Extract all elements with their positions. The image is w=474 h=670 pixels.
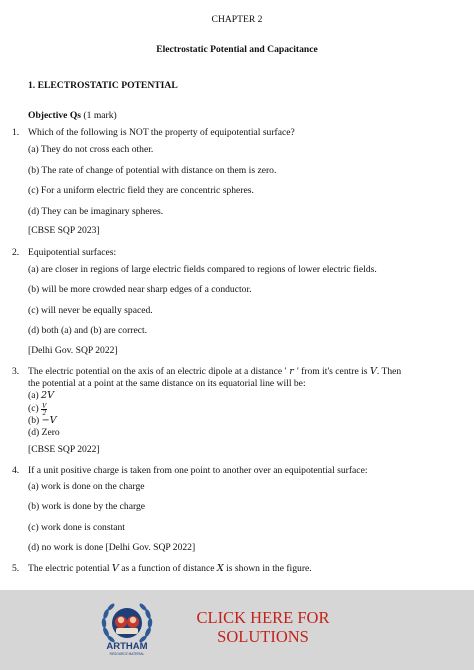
q4-number: 4. [12,465,20,476]
artham-logo[interactable] [96,598,158,662]
section-heading: 1. ELECTROSTATIC POTENTIAL [28,80,178,91]
q1-option-c: (c) For a uniform electric field they are concentric spheres. [28,185,254,196]
q2-source: [Delhi Gov. SQP 2022] [28,345,118,356]
q4-option-d: (d) no work is done [Delhi Gov. SQP 2022] [28,542,196,553]
q3-stem-text-b: ' from it's centre is [296,366,370,377]
q5-stem [28,563,312,574]
q3-stem-line1 [28,366,401,377]
solutions-banner[interactable] [0,590,474,670]
q3-option-b-label: (b) [28,415,42,426]
chapter-title: Electrostatic Potential and Capacitance [156,44,318,55]
q3-option-d: (d) Zero [28,427,60,438]
q3-option-a [28,390,54,401]
q3-source: [CBSE SQP 2022] [28,444,100,455]
objective-marks: (1 mark) [81,110,117,121]
q3-stem-line2: the potential at a point at the same distance on its equatorial line will be: [28,378,306,389]
q2-option-b: (b) will be more crowded near sharp edges of a conductor. [28,284,252,295]
q2-number: 2. [12,247,20,258]
q2-option-c: (c) will never be equally spaced. [28,305,153,316]
click-here-solutions-link[interactable] [188,608,338,646]
objective-label: Objective Qs [28,110,82,121]
q1-option-b: (b) The rate of change of potential with distance on them is zero. [28,165,277,176]
q1-number: 1. [12,127,20,138]
q1-option-d: (d) They can be imaginary spheres. [28,206,164,217]
objective-heading [28,110,117,121]
q3-fraction-numerator: V [42,402,47,410]
artham-brand-text: ARTHAM [106,641,148,652]
q3-option-b [28,415,57,426]
artham-logo-emblem [96,598,158,662]
q4-option-b: (b) work is done by the charge [28,501,146,512]
q3-option-c-label: (c) [28,403,42,414]
q5-number: 5. [12,563,20,574]
q3-stem-text-c: . Then [376,366,402,377]
q2-option-d: (d) both (a) and (b) are correct. [28,325,148,336]
q4-option-c: (c) work done is constant [28,522,125,533]
cta-line-1: CLICK HERE FOR [196,608,330,627]
cta-line-2: SOLUTIONS [217,627,309,646]
q5-stem-v: V [111,563,119,574]
q5-stem-x: X [216,563,224,574]
q1-option-a: (a) They do not cross each other. [28,144,154,155]
q1-stem: Which of the following is NOT the property of equipotential surface? [28,127,295,138]
q5-stem-text-c: is shown in the figure. [223,563,312,574]
q4-option-a: (a) work is done on the charge [28,481,145,492]
q2-stem: Equipotential surfaces: [28,247,117,258]
q5-stem-text-a: The electric potential [28,563,112,574]
chapter-label: CHAPTER 2 [211,14,263,25]
q3-option-a-label: (a) [28,390,42,401]
q3-number: 3. [12,366,20,377]
q3-fraction-denominator: 2 [42,409,46,417]
q3-stem-v: V [369,366,377,377]
q2-option-a: (a) are closer in regions of large electric fields compared to regions of lower electric fields. [28,264,377,275]
q4-stem: If a unit positive charge is taken from one point to another over an equipotential surface: [28,465,368,476]
q3-stem-text-a: The electric potential on the axis of an electric dipole at a distance ' [28,366,287,377]
q1-source: [CBSE SQP 2023] [28,225,100,236]
q3-stem-r: r [286,366,297,377]
q3-option-b-value: −V [41,415,57,426]
q3-option-c [28,402,47,416]
artham-brand-subtext: RESOURCE MATERIAL [109,652,145,656]
q5-stem-text-b: as a function of distance [118,563,217,574]
q3-option-a-value: 2V [41,390,55,401]
